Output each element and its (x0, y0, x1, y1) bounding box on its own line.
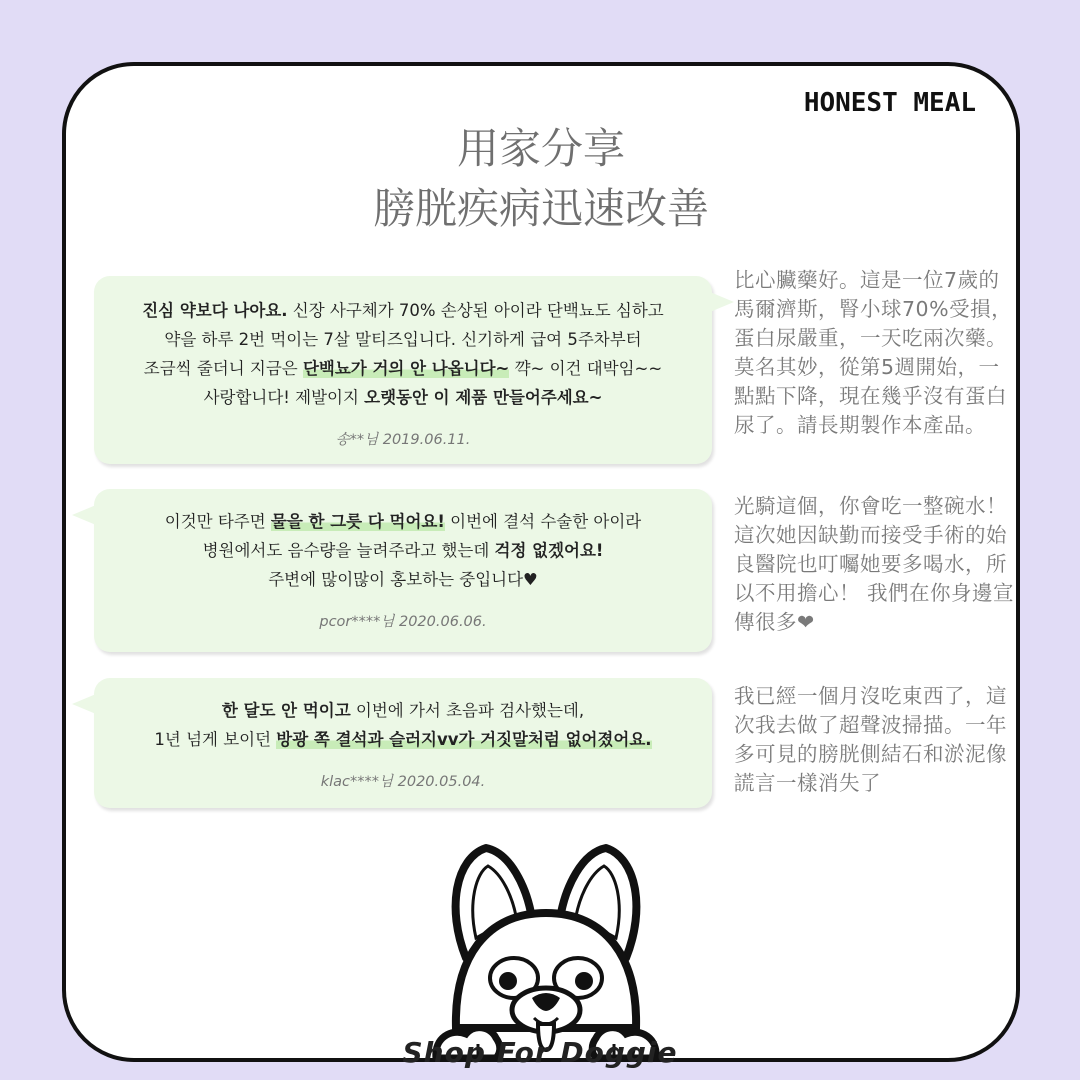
highlighted-text: 방광 쪽 결석과 슬러지vv가 거짓말처럼 없어졌어요. (276, 730, 652, 749)
bold-text: 진심 약보다 나아요. (142, 301, 288, 320)
review-line (94, 325, 712, 354)
review-line (94, 507, 712, 536)
review-text: 이번에 가서 초음파 검사했는데, (350, 701, 585, 720)
highlighted-text: 물을 한 그릇 다 먹어요! (270, 512, 445, 531)
review-translation-1: 比心臟藥好。這是一位7歲的馬爾濟斯，腎小球70%受損，蛋白尿嚴重，一天吃兩次藥。莫名其妙，從第5週開始，一點點下降，現在幾乎沒有蛋白尿了。請長期製作本產品。 (734, 268, 1013, 437)
review-text: 신장 사구체가 70% 손상된 아이라 단백뇨도 심하고 (287, 301, 664, 320)
review-bubble-2 (94, 489, 712, 652)
bold-text: 걱정 없겠어요! (494, 541, 604, 560)
brand-logo: HONEST MEAL (803, 88, 976, 118)
footer-logo: Shop For Doggie (402, 1036, 678, 1069)
review-text: 조금씩 줄더니 지금은 (143, 359, 303, 378)
review-line (94, 296, 712, 325)
review-text: 사랑합니다! 제발이지 (203, 388, 365, 407)
highlighted-text: 단백뇨가 거의 안 나옵니다~ (302, 359, 510, 378)
bubble-tail (72, 694, 96, 714)
review-text: 약을 하루 2번 먹이는 7살 말티즈입니다. 신기하게 급여 5주차부터 (164, 330, 642, 349)
bubble-tail (710, 292, 734, 312)
bold-text: 한 달도 안 먹이고 (221, 701, 351, 720)
review-line (94, 696, 712, 725)
review-author: pcor****님 2020.06.06. (319, 614, 487, 630)
review-translation-3: 我已經一個月沒吃東西了，這次我去做了超聲波掃描。一年多可見的膀胱側結石和淤泥像謊言一樣消失了 (734, 684, 1007, 795)
page-subtitle: 膀胱疾病迅速改善 (372, 184, 709, 233)
page-title: 用家分享 (456, 124, 625, 173)
review-text: 이것만 타주면 (164, 512, 271, 531)
review-bubble-1 (94, 276, 712, 464)
review-text: 꺅~ 이건 대박임~~ (509, 359, 663, 378)
review-text: 이번에 결석 수술한 아이라 (444, 512, 642, 531)
review-author: klac****님 2020.05.04. (320, 774, 486, 790)
review-line (94, 354, 712, 383)
review-author: 송**님 2019.06.11. (335, 432, 471, 448)
bold-text: 오랫동안 이 제품 만들어주세요~ (364, 388, 603, 407)
review-text: 주변에 많이많이 홍보하는 중입니다♥ (268, 570, 538, 589)
review-line (94, 565, 712, 594)
review-text: 병원에서도 음수량을 늘려주라고 했는데 (202, 541, 495, 560)
bubble-tail (72, 505, 96, 525)
review-text: 1년 넘게 보이던 (154, 730, 277, 749)
dog-mascot-icon (426, 838, 666, 1058)
review-line (94, 536, 712, 565)
review-line (94, 383, 712, 412)
review-translation-2: 光騎這個，你會吃一整碗水！這次她因缺勤而接受手術的始良醫院也叮囑她要多喝水，所以不用擔心！ 我們在你身邊宣傳很多❤ (734, 494, 1015, 634)
review-bubble-3 (94, 678, 712, 808)
review-card (62, 62, 1020, 1062)
review-line (94, 725, 712, 754)
